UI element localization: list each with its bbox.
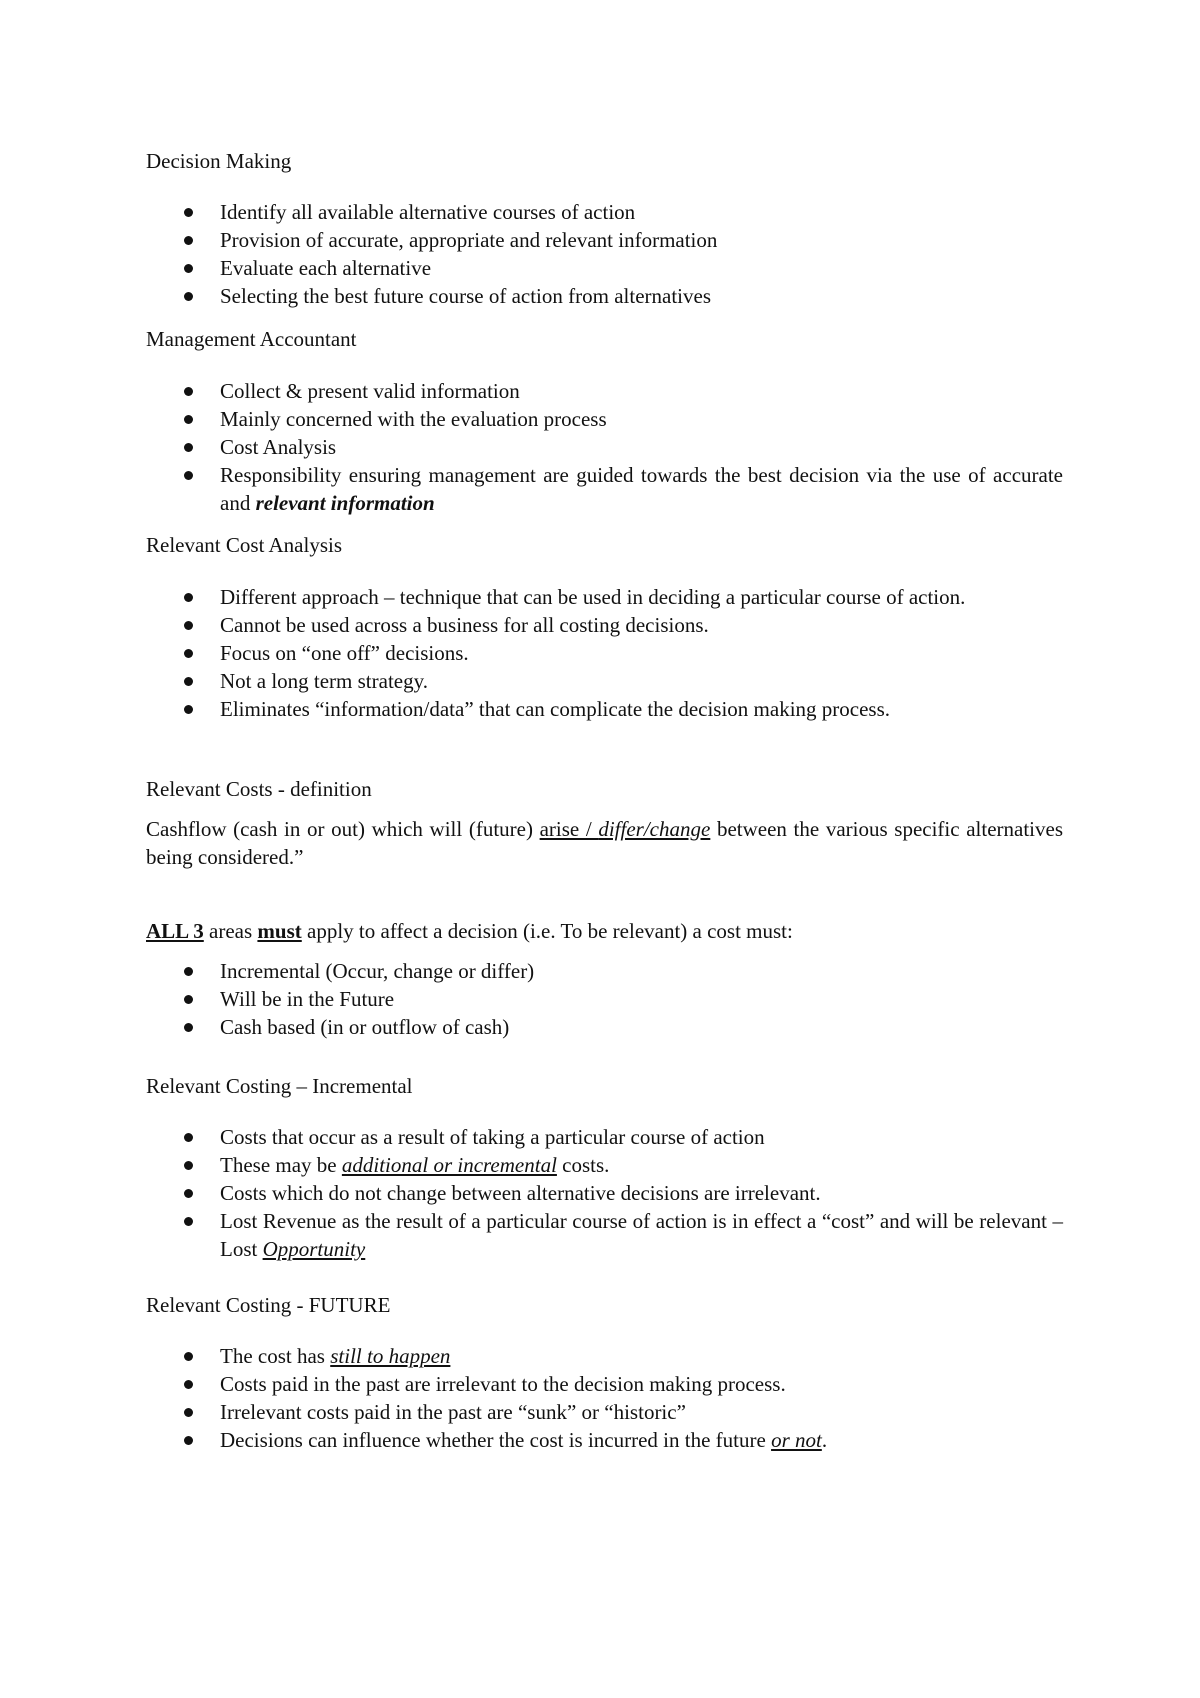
- bullet-icon: [184, 1380, 193, 1389]
- list-item: Collect & present valid information: [146, 377, 1063, 405]
- bullet-icon: [184, 387, 193, 396]
- additional-incremental-emphasis: additional or incremental: [341, 1153, 557, 1177]
- bullet-icon: [184, 471, 193, 480]
- bullet-icon: [184, 649, 193, 658]
- still-to-happen-emphasis: still to happen: [330, 1344, 451, 1368]
- bullet-icon: [184, 236, 193, 245]
- list-item: Costs which do not change between alternative decisions are irrelevant.: [146, 1179, 1063, 1207]
- differ-change-underlined: differ/change: [598, 817, 711, 841]
- list-item: Irrelevant costs paid in the past are “sunk” or “historic”: [146, 1398, 1063, 1426]
- bullet-icon: [184, 705, 193, 714]
- list-item: Incremental (Occur, change or differ): [146, 957, 1063, 985]
- bullet-icon: [184, 1023, 193, 1032]
- relevant-information-emphasis: relevant information: [255, 491, 435, 515]
- list-management-accountant: [146, 377, 1063, 517]
- bullet-icon: [184, 1189, 193, 1198]
- list-decision-making: [146, 198, 1063, 310]
- heading-decision-making: Decision Making: [146, 149, 292, 173]
- bullet-icon: [184, 967, 193, 976]
- bullet-icon: [184, 264, 193, 273]
- definition-paragraph: Cashflow (cash in or out) which will (future) arise / differ/change between the various specific alternatives being considered.”: [146, 817, 1063, 869]
- list-item: Evaluate each alternative: [146, 254, 1063, 282]
- bullet-icon: [184, 677, 193, 686]
- bullet-icon: [184, 1408, 193, 1417]
- list-item: Focus on “one off” decisions.: [146, 639, 1063, 667]
- list-item: Selecting the best future course of action from alternatives: [146, 282, 1063, 310]
- list-item: Cost Analysis: [146, 433, 1063, 461]
- bullet-icon: [184, 443, 193, 452]
- list-item: Cannot be used across a business for all costing decisions.: [146, 611, 1063, 639]
- heading-relevant-cost-analysis: Relevant Cost Analysis: [146, 533, 342, 557]
- list-item: Costs that occur as a result of taking a particular course of action: [146, 1123, 1063, 1151]
- bullet-icon: [184, 621, 193, 630]
- list-item: Costs paid in the past are irrelevant to the decision making process.: [146, 1370, 1063, 1398]
- bullet-icon: [184, 1133, 193, 1142]
- list-item: Eliminates “information/data” that can complicate the decision making process.: [146, 695, 1063, 723]
- document-page: [146, 0, 1063, 1698]
- list-item: These may be additional or incremental costs.: [146, 1151, 1063, 1179]
- list-item: Not a long term strategy.: [146, 667, 1063, 695]
- heading-relevant-costs-definition: Relevant Costs - definition: [146, 777, 372, 801]
- heading-relevant-costing-future: Relevant Costing - FUTURE: [146, 1293, 391, 1317]
- list-item: Identify all available alternative courses of action: [146, 198, 1063, 226]
- list-relevant-costing-incremental: [146, 1123, 1063, 1263]
- list-relevant-cost-analysis: [146, 583, 1063, 723]
- heading-management-accountant: Management Accountant: [146, 327, 357, 351]
- bullet-icon: [184, 1352, 193, 1361]
- heading-relevant-costing-incremental: Relevant Costing – Incremental: [146, 1074, 413, 1098]
- must-emphasis: must: [257, 919, 302, 943]
- bullet-icon: [184, 415, 193, 424]
- bullet-icon: [184, 593, 193, 602]
- bullet-icon: [184, 292, 193, 301]
- list-item: Different approach – technique that can be used in deciding a particular course of action.: [146, 583, 1063, 611]
- bullet-icon: [184, 1436, 193, 1445]
- list-item: Provision of accurate, appropriate and relevant information: [146, 226, 1063, 254]
- bullet-icon: [184, 1161, 193, 1170]
- or-not-emphasis: or not: [771, 1428, 822, 1452]
- list-item: Mainly concerned with the evaluation process: [146, 405, 1063, 433]
- list-item: Decisions can influence whether the cost is incurred in the future or not.: [146, 1426, 1063, 1454]
- list-item: Responsibility ensuring management are guided towards the best decision via the use of accurate and relevant information: [146, 461, 1063, 517]
- list-relevant-criteria: [146, 957, 1063, 1041]
- arise-underlined: arise /: [539, 817, 599, 841]
- list-item: Cash based (in or outflow of cash): [146, 1013, 1063, 1041]
- list-item: The cost has still to happen: [146, 1342, 1063, 1370]
- bullet-icon: [184, 1217, 193, 1226]
- opportunity-emphasis: Opportunity: [262, 1237, 366, 1261]
- list-item: Lost Revenue as the result of a particular course of action is in effect a “cost” and will be relevant – Lost Opportunity: [146, 1207, 1063, 1263]
- all-3-areas-paragraph: ALL 3 areas must apply to affect a decision (i.e. To be relevant) a cost must:: [146, 919, 793, 943]
- bullet-icon: [184, 995, 193, 1004]
- list-item: Will be in the Future: [146, 985, 1063, 1013]
- list-relevant-costing-future: [146, 1342, 1063, 1454]
- bullet-icon: [184, 208, 193, 217]
- all-3-emphasis: ALL 3: [146, 919, 204, 943]
